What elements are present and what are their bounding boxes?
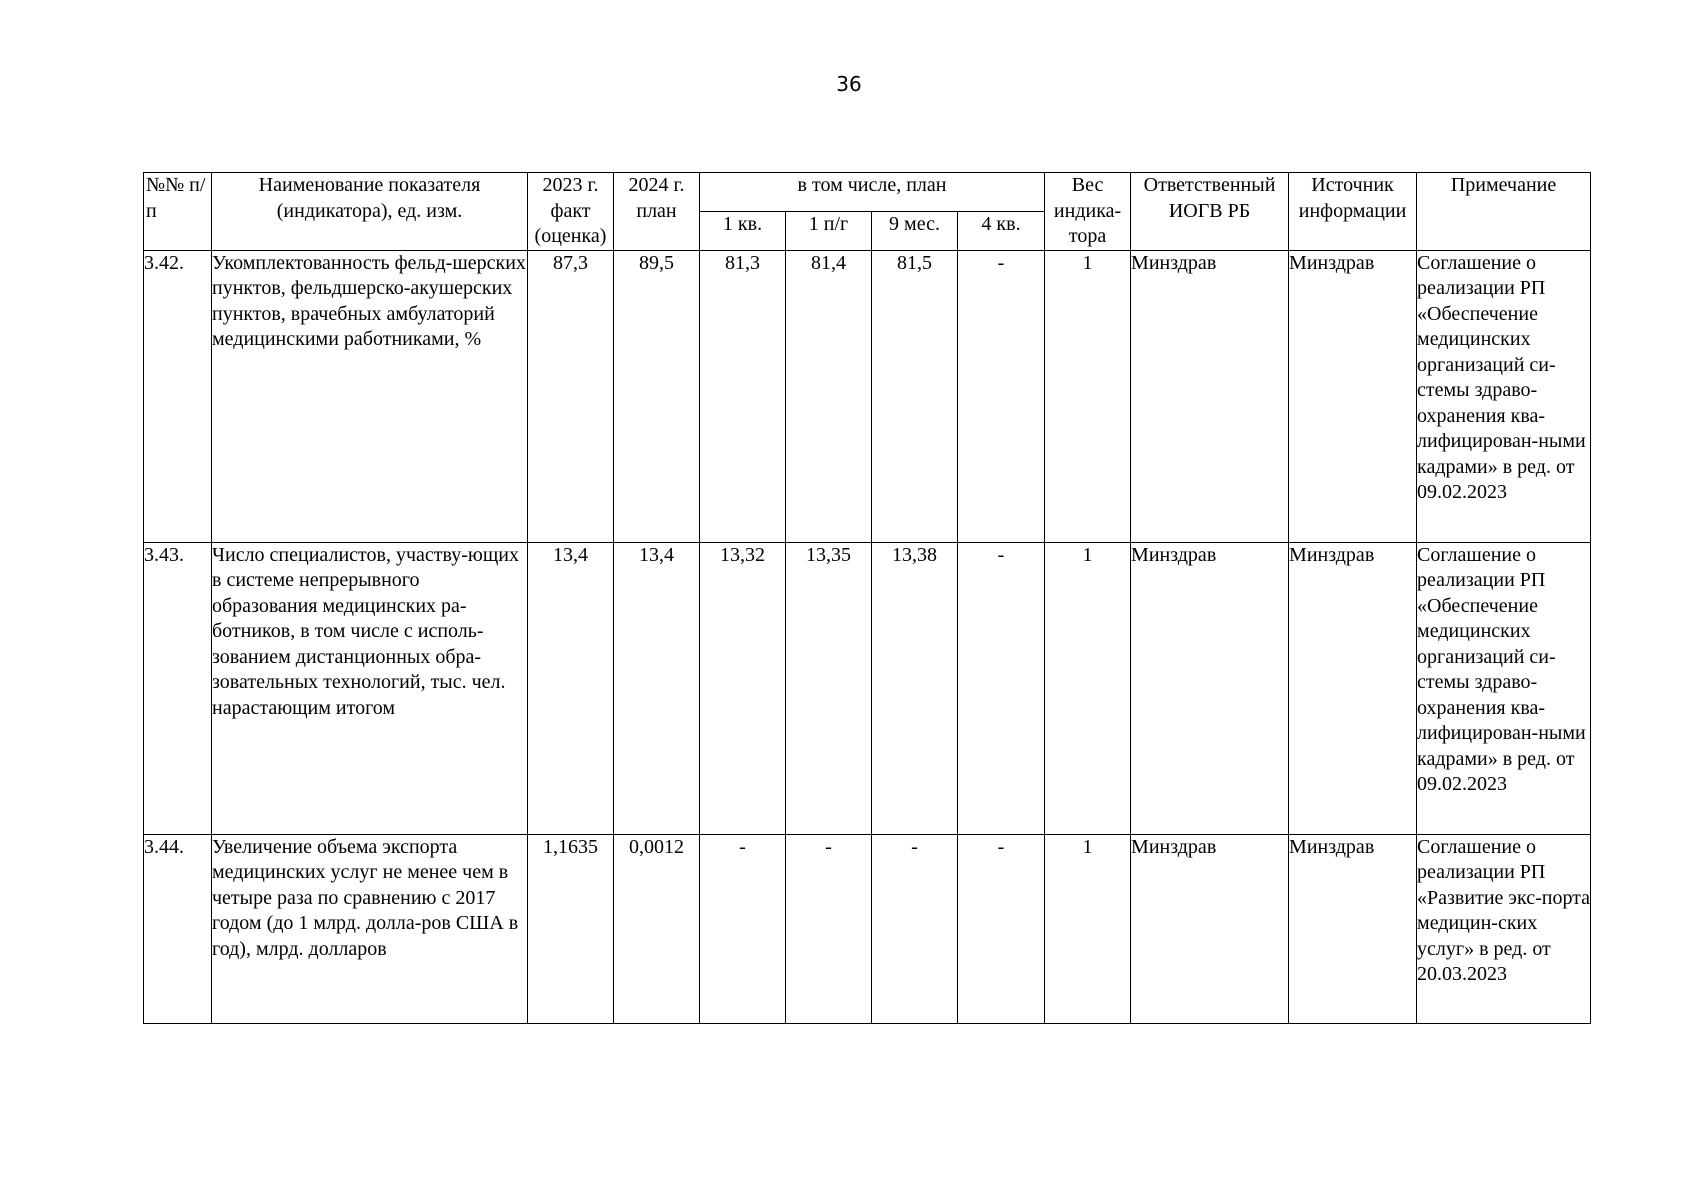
header-h1: 1 п/г bbox=[786, 212, 872, 250]
table-row bbox=[144, 542, 1591, 834]
value-2023-fact: 1,1635 bbox=[528, 834, 614, 1023]
header-q4: 4 кв. bbox=[958, 212, 1045, 250]
header-name: Наименование показателя (индикатора), ед. изм. bbox=[212, 173, 528, 251]
indicators-table bbox=[143, 172, 1591, 1024]
value-2023-fact: 87,3 bbox=[528, 250, 614, 542]
value-q1: - bbox=[700, 834, 786, 1023]
table-row bbox=[144, 250, 1591, 542]
value-q4: - bbox=[958, 250, 1045, 542]
table-row bbox=[144, 834, 1591, 1023]
value-note: Соглашение о реализации РП «Обеспечение медицинских организаций си-стемы здраво-охранения ква-лифицирован-ными кадрами» в ред. от 09.02.2023 bbox=[1417, 250, 1591, 542]
header-q1: 1 кв. bbox=[700, 212, 786, 250]
value-q1: 13,32 bbox=[700, 542, 786, 834]
value-h1: 81,4 bbox=[786, 250, 872, 542]
value-9m: 81,5 bbox=[872, 250, 958, 542]
value-responsible: Минздрав bbox=[1131, 542, 1289, 834]
header-note: Примечание bbox=[1417, 173, 1591, 251]
value-weight: 1 bbox=[1045, 542, 1131, 834]
value-q4: - bbox=[958, 542, 1045, 834]
row-number: 3.43. bbox=[144, 542, 212, 834]
header-plan-group: в том числе, план bbox=[700, 173, 1045, 212]
page-number: 36 bbox=[836, 72, 862, 96]
value-weight: 1 bbox=[1045, 250, 1131, 542]
header-weight: Вес индика-тора bbox=[1045, 173, 1131, 251]
value-weight: 1 bbox=[1045, 834, 1131, 1023]
header-source: Источник информации bbox=[1289, 173, 1417, 251]
value-2024-plan: 13,4 bbox=[614, 542, 700, 834]
value-note: Соглашение о реализации РП «Развитие экс-порта медицин-ских услуг» в ред. от 20.03.2023 bbox=[1417, 834, 1591, 1023]
header-responsible: Ответственный ИОГВ РБ bbox=[1131, 173, 1289, 251]
value-h1: 13,35 bbox=[786, 542, 872, 834]
value-q4: - bbox=[958, 834, 1045, 1023]
value-source: Минздрав bbox=[1289, 834, 1417, 1023]
value-note: Соглашение о реализации РП «Обеспечение медицинских организаций си-стемы здраво-охранения ква-лифицирован-ными кадрами» в ред. от 09.02.2023 bbox=[1417, 542, 1591, 834]
value-source: Минздрав bbox=[1289, 250, 1417, 542]
row-number: 3.44. bbox=[144, 834, 212, 1023]
header-num: №№ п/п bbox=[144, 173, 212, 251]
value-2023-fact: 13,4 bbox=[528, 542, 614, 834]
value-q1: 81,3 bbox=[700, 250, 786, 542]
indicator-name: Укомплектованность фельд-шерских пунктов, фельдшерско-акушерских пунктов, врачебных амбулаторий медицинскими работниками, % bbox=[212, 250, 528, 542]
header-row bbox=[144, 173, 1591, 212]
row-number: 3.42. bbox=[144, 250, 212, 542]
header-2023-fact: 2023 г. факт (оценка) bbox=[528, 173, 614, 251]
value-source: Минздрав bbox=[1289, 542, 1417, 834]
indicator-name: Увеличение объема экспорта медицинских услуг не менее чем в четыре раза по сравнению с 2017 годом (до 1 млрд. долла-ров США в год), млрд. долларов bbox=[212, 834, 528, 1023]
value-responsible: Минздрав bbox=[1131, 834, 1289, 1023]
value-9m: 13,38 bbox=[872, 542, 958, 834]
value-responsible: Минздрав bbox=[1131, 250, 1289, 542]
header-2024-plan: 2024 г. план bbox=[614, 173, 700, 251]
indicator-name: Число специалистов, участву-ющих в системе непрерывного образования медицинских ра-ботников, в том числе с исполь-зованием дистанционных обра-зовательных технологий, тыс. чел. нарастающим итогом bbox=[212, 542, 528, 834]
header-9m: 9 мес. bbox=[872, 212, 958, 250]
value-2024-plan: 0,0012 bbox=[614, 834, 700, 1023]
value-2024-plan: 89,5 bbox=[614, 250, 700, 542]
value-9m: - bbox=[872, 834, 958, 1023]
value-h1: - bbox=[786, 834, 872, 1023]
